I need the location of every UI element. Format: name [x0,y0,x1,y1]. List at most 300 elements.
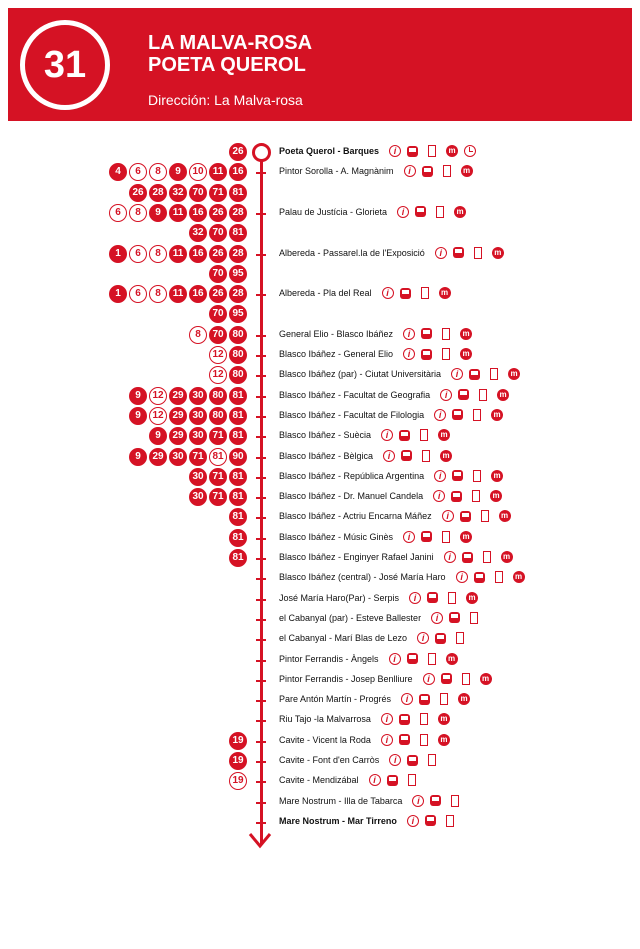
stop-facilities [395,693,470,705]
stop-facilities [428,409,503,421]
metro-icon: m [513,571,525,583]
stop-name [279,551,513,563]
bus-stop-post-icon [470,612,478,624]
stop-name [279,734,450,746]
stop-lines-continuation [0,266,640,284]
stop-facilities [411,632,464,644]
route-title [148,32,312,76]
bus-line-badge[interactable]: 6 [129,285,147,303]
stop-label: Pare Antón Martín - Progrés [279,694,392,705]
bus-line-badge[interactable]: 19 [229,752,247,770]
stop-facilities [450,571,525,583]
bus-stop-post-icon [481,510,489,522]
bus-icon [425,815,436,826]
stop-label: el Cabanyal - Marí Blas de Lezo [279,633,408,644]
bus-line-badge[interactable]: 9 [129,407,147,425]
bus-line-badge[interactable]: 70 [209,305,227,323]
clock-icon [464,145,476,157]
bus-line-badge[interactable]: 9 [129,448,147,466]
bus-line-badge[interactable]: 9 [169,163,187,181]
connecting-lines [209,346,247,364]
stop-facilities [375,429,450,441]
stop-tick [256,599,266,601]
stop-name [279,490,502,502]
stop-label: Blasco Ibáñez - República Argentina [279,470,425,481]
bus-icon [407,755,418,766]
stop-row [0,530,640,548]
bus-line-badge[interactable]: 28 [229,245,247,263]
bus-stop-post-icon [451,795,459,807]
bus-line-badge[interactable]: 10 [189,163,207,181]
bus-line-badge[interactable]: 16 [189,204,207,222]
bus-line-badge[interactable]: 8 [189,326,207,344]
bus-line-badge[interactable]: 12 [149,387,167,405]
bus-line-badge[interactable]: 70 [209,326,227,344]
bus-line-badge[interactable]: 26 [209,245,227,263]
metro-icon: m [460,348,472,360]
metro-icon: m [446,145,458,157]
connecting-lines [209,305,247,323]
stop-row [0,408,640,426]
stop-facilities [383,754,436,766]
bus-line-badge[interactable]: 12 [209,366,227,384]
bus-line-badge[interactable]: 29 [169,407,187,425]
bus-line-badge[interactable]: 30 [189,468,207,486]
bus-stop-post-icon [448,592,456,604]
connecting-lines [229,732,247,750]
bus-line-badge[interactable]: 11 [169,285,187,303]
stop-tick [256,761,266,763]
stop-facilities [417,673,492,685]
bus-icon [421,349,432,360]
bus-line-badge[interactable]: 81 [229,508,247,526]
stop-tick [256,497,266,499]
bus-icon [421,531,432,542]
stop-facilities [434,389,509,401]
bus-icon [462,552,473,563]
stop-label: Cavite - Vicent la Roda [279,734,371,745]
bus-stop-post-icon [456,632,464,644]
stop-label: Palau de Justícia - Glorieta [279,206,388,217]
stop-tick [256,720,266,722]
info-icon: i [383,450,395,462]
bus-icon [422,166,433,177]
stop-name [279,450,452,462]
stop-tick [256,416,266,418]
bus-line-badge[interactable]: 30 [189,407,207,425]
stop-name [279,510,511,522]
stop-name [279,592,478,604]
bus-line-badge[interactable]: 71 [209,468,227,486]
bus-line-badge[interactable]: 70 [209,265,227,283]
metro-icon: m [501,551,513,563]
stop-tick [256,294,266,296]
bus-line-badge[interactable]: 95 [229,265,247,283]
bus-stop-post-icon [420,429,428,441]
bus-line-badge[interactable]: 81 [229,427,247,445]
info-icon: i [401,693,413,705]
stop-row [0,570,640,588]
metro-icon: m [461,165,473,177]
connecting-lines [129,387,247,405]
metro-icon: m [466,592,478,604]
bus-line-badge[interactable]: 71 [209,427,227,445]
connecting-lines [129,184,247,202]
bus-line-badge[interactable]: 81 [229,468,247,486]
connecting-lines [189,488,247,506]
stop-row [0,794,640,812]
bus-line-badge[interactable]: 6 [129,163,147,181]
info-icon: i [440,389,452,401]
stop-name [279,531,472,543]
stop-row [0,327,640,345]
stop-row [0,611,640,629]
stop-tick [256,781,266,783]
stop-row [0,753,640,771]
bus-line-badge[interactable]: 11 [169,204,187,222]
connecting-lines [229,549,247,567]
info-icon: i [403,531,415,543]
bus-line-badge[interactable]: 71 [209,488,227,506]
info-icon: i [389,145,401,157]
connecting-lines [229,772,247,790]
bus-line-badge[interactable]: 19 [229,732,247,750]
bus-icon [451,491,462,502]
bus-icon [441,673,452,684]
bus-line-badge[interactable]: 70 [209,224,227,242]
bus-line-badge[interactable]: 70 [189,184,207,202]
stop-row [0,489,640,507]
bus-line-badge[interactable]: 1 [109,245,127,263]
stop-label: Blasco Ibáñez - Suècia [279,430,372,441]
bus-line-badge[interactable]: 28 [229,285,247,303]
stop-lines-continuation [0,225,640,243]
info-icon: i [381,713,393,725]
stop-row [0,164,640,182]
info-icon: i [381,734,393,746]
bus-line-badge[interactable]: 81 [229,224,247,242]
metro-icon: m [439,287,451,299]
stop-name [279,632,464,644]
info-icon: i [389,653,401,665]
stop-facilities [363,774,416,786]
stop-label: Mare Nostrum - Illa de Tabarca [279,795,403,806]
info-icon: i [381,429,393,441]
metro-icon: m [491,409,503,421]
bus-stop-post-icon [428,754,436,766]
bus-line-badge[interactable]: 16 [229,163,247,181]
bus-stop-post-icon [420,734,428,746]
stop-tick [256,741,266,743]
info-icon: i [403,328,415,340]
info-icon: i [369,774,381,786]
stop-label: el Cabanyal (par) - Esteve Ballester [279,612,422,623]
bus-line-badge[interactable]: 28 [229,204,247,222]
bus-stop-post-icon [473,470,481,482]
bus-icon [427,592,438,603]
bus-stop-post-icon [440,693,448,705]
bus-line-badge[interactable]: 30 [189,387,207,405]
info-icon: i [389,754,401,766]
bus-line-badge[interactable]: 16 [189,285,207,303]
bus-line-badge[interactable]: 29 [169,387,187,405]
stop-tick [256,477,266,479]
stop-row [0,205,640,223]
stop-name [279,754,436,766]
bus-icon [407,653,418,664]
bus-line-badge[interactable]: 4 [109,163,127,181]
info-icon: i [404,165,416,177]
info-icon: i [444,551,456,563]
connecting-lines [109,163,247,181]
bus-line-badge[interactable]: 6 [109,204,127,222]
stop-lines-continuation [0,306,640,324]
connecting-lines [229,143,247,161]
stop-tick [256,457,266,459]
stop-label: Blasco Ibáñez - Dr. Manuel Candela [279,491,424,502]
bus-line-badge[interactable]: 8 [149,245,167,263]
bus-icon [399,734,410,745]
stop-label: Albereda - Pla del Real [279,288,372,299]
bus-stop-post-icon [428,653,436,665]
bus-line-badge[interactable]: 30 [189,488,207,506]
stop-tick [256,172,266,174]
bus-icon [435,633,446,644]
bus-line-badge[interactable]: 71 [189,448,207,466]
stop-label: Mare Nostrum - Mar Tirreno [279,815,397,826]
stop-tick [256,619,266,621]
bus-line-badge[interactable]: 28 [149,184,167,202]
bus-line-badge[interactable]: 80 [209,387,227,405]
bus-icon [452,409,463,420]
stop-label: Blasco Ibáñez - Bèlgica [279,450,374,461]
stop-tick [256,802,266,804]
bus-icon [469,369,480,380]
stop-tick [256,254,266,256]
route-number: 31 [43,43,87,86]
bus-stop-post-icon [472,490,480,502]
stop-tick [256,335,266,337]
bus-icon [399,430,410,441]
connecting-lines [209,265,247,283]
bus-line-badge[interactable]: 26 [129,184,147,202]
stop-facilities [383,653,458,665]
metro-icon: m [438,734,450,746]
stop-tick [256,639,266,641]
stop-tick [256,700,266,702]
bus-line-badge[interactable]: 9 [149,204,167,222]
bus-stop-post-icon [473,409,481,421]
stop-label: José María Haro(Par) - Serpis [279,592,400,603]
bus-line-badge[interactable]: 16 [189,245,207,263]
bus-line-badge[interactable]: 32 [169,184,187,202]
stop-facilities [377,450,452,462]
stop-label: Pintor Ferrandis - Àngels [279,653,379,664]
stop-row [0,246,640,264]
stop-facilities [428,470,503,482]
bus-line-badge[interactable]: 26 [209,204,227,222]
info-icon: i [397,206,409,218]
stop-row [0,428,640,446]
info-icon: i [409,592,421,604]
info-icon: i [442,510,454,522]
stop-row [0,509,640,527]
stop-row [0,814,640,832]
stop-label: Blasco Ibáñez (central) - José María Haro [279,572,446,583]
metro-icon: m [446,653,458,665]
bus-stop-post-icon [442,328,450,340]
bus-icon [452,470,463,481]
bus-line-badge[interactable]: 9 [149,427,167,445]
info-icon: i [434,409,446,421]
stop-facilities [391,206,466,218]
stop-name [279,247,504,259]
bus-line-badge[interactable]: 80 [229,346,247,364]
info-icon: i [417,632,429,644]
bus-line-badge[interactable]: 8 [149,285,167,303]
bus-stop-post-icon [495,571,503,583]
bus-line-badge[interactable]: 11 [169,245,187,263]
stop-name [279,409,503,421]
bus-icon [430,795,441,806]
route-direction: Dirección: La Malva-rosa [148,92,303,108]
stop-row [0,733,640,751]
stop-facilities [401,815,454,827]
bus-icon [453,247,464,258]
bus-icon [415,206,426,217]
bus-icon [407,146,418,157]
bus-line-badge[interactable]: 9 [129,387,147,405]
metro-icon: m [497,389,509,401]
bus-stop-post-icon [421,287,429,299]
connecting-lines [129,448,247,466]
bus-stop-post-icon [479,389,487,401]
stop-label: Poeta Querol - Barques [279,146,380,156]
bus-stop-post-icon [483,551,491,563]
info-icon: i [382,287,394,299]
bus-icon [449,612,460,623]
bus-line-badge[interactable]: 81 [229,407,247,425]
info-icon: i [434,470,446,482]
connecting-lines [209,366,247,384]
bus-line-badge[interactable]: 8 [129,204,147,222]
bus-line-badge[interactable]: 26 [229,143,247,161]
stop-label: Albereda - Passarel.la de l'Exposició [279,247,425,258]
bus-line-badge[interactable]: 29 [169,427,187,445]
stop-row [0,469,640,487]
bus-line-badge[interactable]: 81 [229,529,247,547]
stop-tick [256,355,266,357]
stop-tick [256,538,266,540]
bus-icon [400,288,411,299]
bus-line-badge[interactable]: 81 [229,184,247,202]
route-title-line2: POETA QUEROL [148,54,306,76]
stop-name [279,328,472,340]
stop-label: Blasco Ibáñez - Facultat de Geografia [279,389,431,400]
metro-icon: m [460,328,472,340]
stop-row [0,388,640,406]
bus-line-badge[interactable]: 80 [229,326,247,344]
connecting-lines [229,529,247,547]
stop-facilities [425,612,478,624]
connecting-lines [109,245,247,263]
bus-line-badge[interactable]: 11 [209,163,227,181]
info-icon: i [433,490,445,502]
stop-name [279,348,472,360]
bus-line-badge[interactable]: 26 [209,285,227,303]
bus-line-badge[interactable]: 32 [189,224,207,242]
stop-row [0,631,640,649]
bus-line-badge[interactable]: 12 [149,407,167,425]
bus-stop-post-icon [446,815,454,827]
stop-row [0,286,640,304]
info-icon: i [451,368,463,380]
stop-facilities [403,592,478,604]
stop-tick [256,680,266,682]
info-icon: i [435,247,447,259]
bus-line-badge[interactable]: 30 [169,448,187,466]
bus-line-badge[interactable]: 12 [209,346,227,364]
stop-tick [256,822,266,824]
stop-row [0,692,640,710]
bus-line-badge[interactable]: 80 [229,366,247,384]
bus-line-badge[interactable]: 1 [109,285,127,303]
bus-line-badge[interactable]: 8 [149,163,167,181]
stop-tick [256,436,266,438]
stop-name [279,571,525,583]
bus-icon [460,511,471,522]
bus-line-badge[interactable]: 71 [209,184,227,202]
bus-line-badge[interactable]: 90 [229,448,247,466]
connecting-lines [129,407,247,425]
stop-name [279,165,473,177]
metro-icon: m [454,206,466,218]
stop-label: Blasco Ibáñez - Actriu Encarna Máñez [279,511,432,522]
stop-tick [256,396,266,398]
bus-line-badge[interactable]: 6 [129,245,147,263]
bus-line-badge[interactable]: 30 [189,427,207,445]
stop-row [0,591,640,609]
stop-name [279,653,458,665]
metro-icon: m [458,693,470,705]
bus-stop-post-icon [443,165,451,177]
bus-line-badge[interactable]: 81 [229,387,247,405]
stop-facilities [398,165,473,177]
stop-name [279,389,509,401]
stop-label: Blasco Ibáñez - Músic Ginès [279,531,394,542]
stop-row [0,712,640,730]
bus-line-badge[interactable]: 29 [149,448,167,466]
stop-row [0,449,640,467]
stop-tick [256,558,266,560]
bus-line-badge[interactable]: 81 [229,488,247,506]
metro-icon: m [492,247,504,259]
stop-row [0,672,640,690]
bus-stop-post-icon [428,145,436,157]
bus-line-badge[interactable]: 81 [209,448,227,466]
bus-icon [458,389,469,400]
connecting-lines [229,508,247,526]
bus-line-badge[interactable]: 95 [229,305,247,323]
stop-label: Blasco Ibáñez - Facultat de Filologia [279,409,425,420]
bus-line-badge[interactable]: 80 [209,407,227,425]
bus-line-badge[interactable]: 81 [229,549,247,567]
metro-icon: m [438,429,450,441]
stop-label: Pintor Ferrandis - Josep Benlliure [279,673,413,684]
bus-icon [419,694,430,705]
stop-name [279,612,478,624]
bus-line-badge[interactable]: 19 [229,772,247,790]
